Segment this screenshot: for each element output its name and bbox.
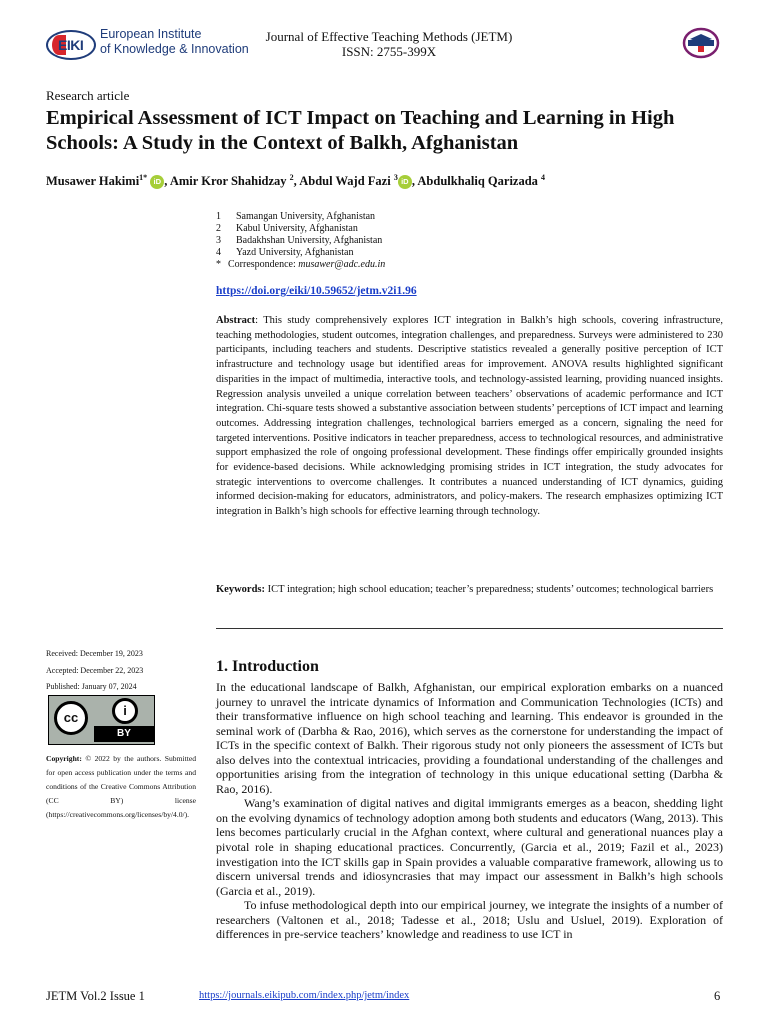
correspondence: * Correspondence: musawer@adc.edu.in [216,259,386,270]
keywords-text: ICT integration; high school education; teacher’s preparedness; students’ outcomes; technological barriers [267,584,714,595]
attribution-person-icon: i [112,698,138,724]
intro-body [216,680,723,942]
paragraph: Wang’s examination of digital natives and digital immigrants emerges as a beacon, shedding light on the evolving dynamics of technology adoption among both students and educators (Wang, 2013). This lens becomes particularly crucial in the Afghan context, where cultural and generational nuances play a pivotal role in shaping educational practices. Concurrently, (Garcia et al., 2019; Fazil et al., 2023) investigation into the ICT skills gap in Spain provides a valuable comparative framework, allowing us to discern universal trends and idiosyncrasies that may impact our assessment in Balkh’s high schools (Garcia et al., 2019). [216,796,723,898]
published-date: Published: January 07, 2024 [46,682,137,691]
author-list: Musawer Hakimi$^{1*}$ iD , Amir Kror Shahidzay $^2$, Abdul Wajd Fazi $^3$ iD , Abdulkhaliq Qarizada $^4$ [46,173,546,189]
abstract [216,314,723,520]
affiliation-row: 1 Samangan University, Afghanistan [216,211,376,222]
abstract-label: Abstract [216,315,256,326]
received-date: Received: December 19, 2023 [46,649,143,658]
author-name: Musawer Hakimi [46,174,140,189]
divider [216,628,723,629]
journal-name: Journal of Effective Teaching Methods (JETM) [265,29,513,44]
issn: ISSN: 2755-399X [341,44,437,59]
keywords-label: Keywords: [216,584,265,595]
keywords [216,583,723,598]
author-name: Amir Kror Shahidzay [169,174,287,189]
footer-issue: JETM Vol.2 Issue 1 [46,989,145,1003]
institute-line1: European Institute [100,27,202,41]
article-title: Empirical Assessment of ICT Impact on Teaching and Learning in High Schools: A Study in the Context of Balkh, Afghanistan [46,107,675,154]
jetm-logo-icon [682,27,720,59]
page-number: 6 [714,989,721,1003]
cc-icon: cc [54,701,88,735]
journal-header [230,29,548,59]
author-name: Abdulkhaliq Qarizada [417,174,538,189]
affiliation-row: 2 Kabul University, Afghanistan [216,223,358,234]
affiliation-row: 3 Badakhshan University, Afghanistan [216,235,383,246]
institute-line2: of Knowledge & Innovation [100,42,249,56]
doi-link[interactable]: https://doi.org/eiki/10.59652/jetm.v2i1.96 [216,285,417,297]
article-dates [46,646,143,696]
eiki-logo [46,30,96,60]
abstract-text: : This study comprehensively explores ICT integration in Balkh’s high schools, covering infrastructure, teaching methodologies, student outcomes, integration challenges, and preparedness. Surveys were administered to 230 participants, including teachers and students. Descriptive statistics revealed a generally positive perception of ICT infrastructure and technology usage but identified areas for improvement. ANOVA results highlighted significant disparities in the impact of multimedia, interactive tools, and technology-assisted learning, providing nuanced insights. Regression analysis unveiled a unique correlation between teachers’ observations of academic performance and ICT integration. Chi-square tests showed a substantive association between students’ perceptions of ICT impact and learning outcomes. Addressing integration challenges, technological barriers emerged as a concern, signaling the need for targeted interventions. Positive indicators in teacher preparedness, access to technological resources, and administrative support emphasized the role of ongoing professional development. These findings offer empirically grounded insights for evidence-based decisions. While acknowledging promising strides in ICT integration, the study advocates for strategic interventions to overcome challenges. It contributes a nuanced understanding of ICT dynamics, guiding informed decision-making for educators, administrators, and policy-makers. The research emphasizes optimizing ICT integration in Balkh’s high schools for effective learning through technology. [216,315,723,518]
cc-by-license-badge[interactable] [48,695,155,745]
section-heading: 1. Introduction [216,658,319,675]
affiliations [216,211,385,271]
copyright-notice: Copyright: © 2022 by the authors. Submitted for open access publication under the terms and conditions of the Creative Commons Attribution (CC BY) license (https://creativecommons.org/licenses/by/4.0/). [46,754,196,819]
paragraph: To infuse methodological depth into our empirical journey, we integrate the insights of a number of researchers (Valtonen et al., 2018; Tadesse et al., 2018; Uslu and Usluel, 2019). Exploration of differences in pre-service teachers’ knowledge and readiness to use ICT in [216,898,723,942]
orcid-icon[interactable]: iD [150,175,164,189]
cc-by-label: BY [94,726,154,742]
accepted-date: Accepted: December 22, 2023 [46,665,144,675]
correspondence-email[interactable]: musawer@adc.edu.in [298,259,386,270]
author-name: Abdul Wajd Fazi [299,174,391,189]
affiliation-row: 4 Yazd University, Afghanistan [216,247,354,258]
orcid-icon[interactable]: iD [398,175,412,189]
paragraph: In the educational landscape of Balkh, Afghanistan, our empirical exploration embarks on a nuanced journey to unravel the intricate dynamics of Information and Communication Technologies (ICTs) and their transformative influence on high school teaching and learning. This endeavor is grounded in the seminal work of (Darbha & Rao, 2016), which serves as the cornerstone for understanding the impact of ICTs in the specific context of Balkh. Their rigorous study not only pioneers the assessment of ICTs but also delves into the contextual intricacies, providing a foundational understanding of the challenges and opportunities arising from the integration of technology in this unique educational setting (Darbha & Rao, 2016). [216,680,723,796]
footer-journal-link[interactable]: https://journals.eikipub.com/index.php/jetm/index [199,990,410,1001]
article-type: Research article [46,88,130,103]
logo-text: EIKI [58,37,84,53]
institute-name [100,27,249,57]
